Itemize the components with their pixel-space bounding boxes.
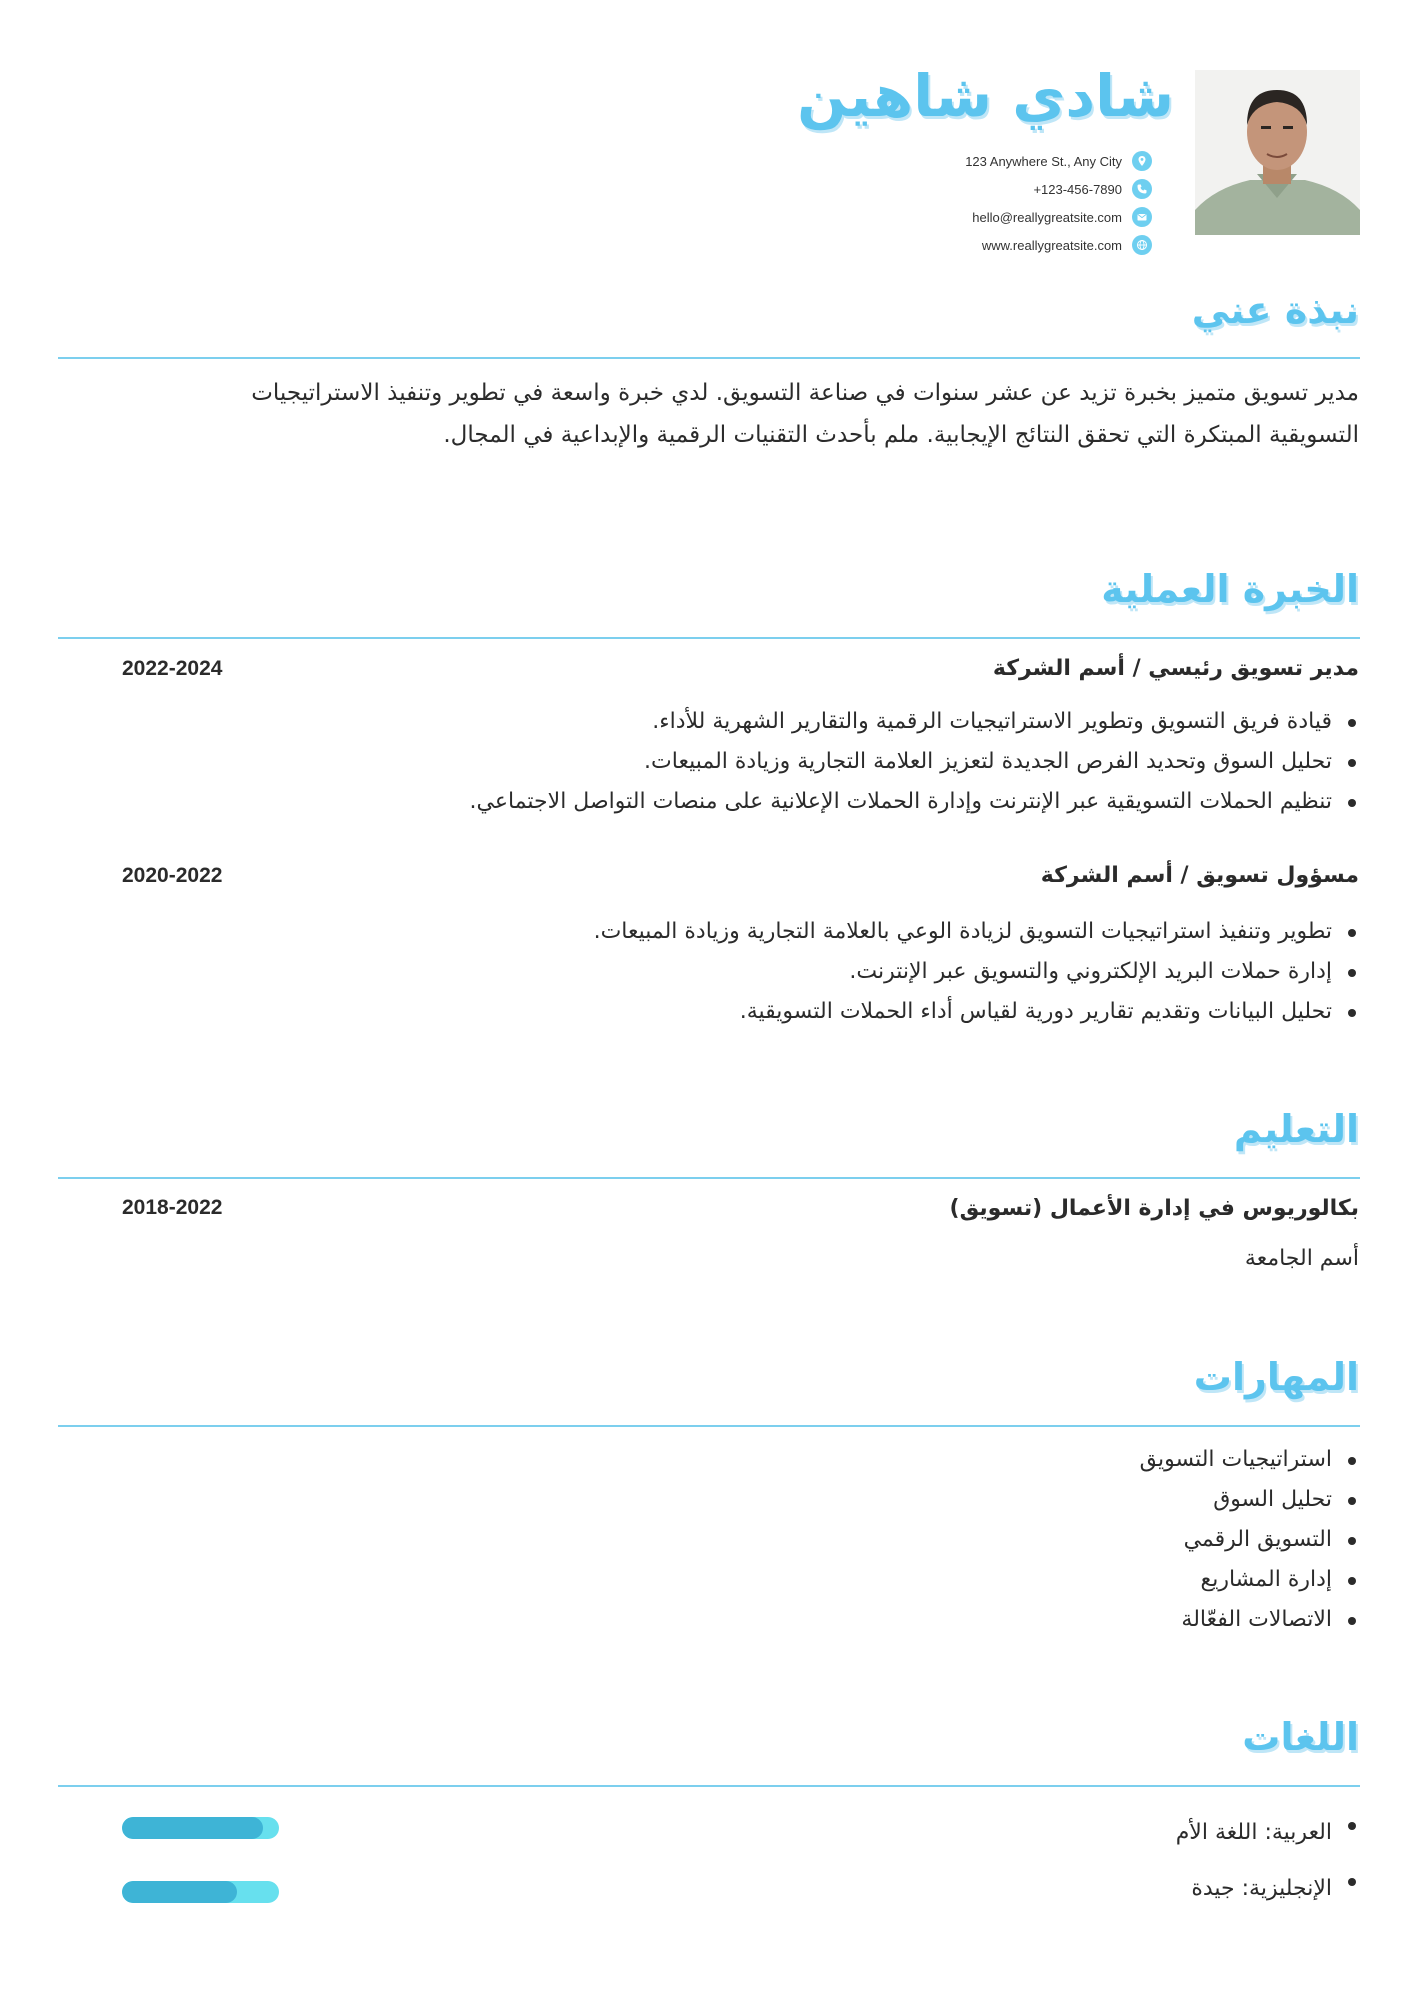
experience-section-title: الخبرة العملية bbox=[1101, 567, 1359, 611]
contact-phone bbox=[1033, 178, 1152, 200]
about-section-title: نبذة عني bbox=[1191, 288, 1359, 332]
list-item: تحليل السوق bbox=[1140, 1480, 1364, 1520]
list-item: التسويق الرقمي bbox=[1140, 1520, 1364, 1560]
experience-divider bbox=[58, 637, 1360, 639]
about-divider bbox=[58, 357, 1360, 359]
languages-divider bbox=[58, 1785, 1360, 1787]
phone-icon bbox=[1132, 179, 1152, 199]
list-item: تحليل البيانات وتقديم تقارير دورية لقياس أداء الحملات التسويقية. bbox=[594, 992, 1364, 1032]
list-item: تطوير وتنفيذ استراتيجيات التسويق لزيادة الوعي بالعلامة التجارية وزيادة المبيعات. bbox=[594, 912, 1364, 952]
job-title: مدير تسويق رئيسي / أسم الشركة bbox=[992, 656, 1359, 681]
education-dates: 2018-2022 bbox=[122, 1196, 223, 1219]
education-section-title: التعليم bbox=[1233, 1107, 1359, 1151]
about-paragraph: مدير تسويق متميز بخبرة تزيد عن عشر سنوات في صناعة التسويق. لدي خبرة واسعة في تطوير وتنفيذ الاستراتيجيات التسويقية المبتكرة التي تحقق النتائج الإيجابية. ملم بأحدث التقنيات الرقمية والإبداعية في المجال. bbox=[251, 380, 1359, 448]
list-item: تحليل السوق وتحديد الفرص الجديدة لتعزيز العلامة التجارية وزيادة المبيعات. bbox=[470, 742, 1364, 782]
language-level-bar bbox=[122, 1881, 279, 1903]
phone-text: +123-456-7890 bbox=[1033, 181, 1122, 197]
job-dates: 2020-2022 bbox=[122, 864, 223, 887]
list-item: الإنجليزية: جيدة bbox=[1176, 1861, 1364, 1917]
email-icon bbox=[1132, 207, 1152, 227]
job-title: مسؤول تسويق / أسم الشركة bbox=[1040, 863, 1359, 888]
person-name: شادي شاهين bbox=[797, 62, 1174, 130]
resume-header bbox=[0, 0, 1414, 260]
website-text: www.reallygreatsite.com bbox=[981, 237, 1122, 253]
language-level-bar bbox=[122, 1817, 279, 1839]
skills-divider bbox=[58, 1425, 1360, 1427]
skills-list bbox=[1140, 1440, 1364, 1640]
language-level-fill bbox=[122, 1881, 237, 1903]
languages-section-title: اللغات bbox=[1242, 1715, 1359, 1759]
location-pin-icon bbox=[1132, 151, 1152, 171]
contact-address bbox=[965, 150, 1152, 172]
contact-website bbox=[982, 234, 1152, 256]
languages-list bbox=[1176, 1805, 1364, 1917]
globe-icon bbox=[1132, 235, 1152, 255]
list-item: قيادة فريق التسويق وتطوير الاستراتيجيات الرقمية والتقارير الشهرية للأداء. bbox=[470, 702, 1364, 742]
skills-section-title: المهارات bbox=[1193, 1355, 1359, 1399]
job-dates: 2022-2024 bbox=[122, 657, 223, 680]
list-item: استراتيجيات التسويق bbox=[1140, 1440, 1364, 1480]
list-item: الاتصالات الفعّالة bbox=[1140, 1600, 1364, 1640]
address-text: 123 Anywhere St., Any City bbox=[965, 153, 1122, 169]
list-item: العربية: اللغة الأم bbox=[1176, 1805, 1364, 1861]
list-item: تنظيم الحملات التسويقية عبر الإنترنت وإدارة الحملات الإعلانية على منصات التواصل الاجتماعي. bbox=[470, 782, 1364, 822]
list-item: إدارة المشاريع bbox=[1140, 1560, 1364, 1600]
language-level-fill bbox=[122, 1817, 263, 1839]
profile-photo bbox=[1195, 70, 1360, 235]
education-divider bbox=[58, 1177, 1360, 1179]
job-bullets bbox=[470, 702, 1364, 822]
profile-photo-image bbox=[1195, 70, 1360, 235]
job-bullets bbox=[594, 912, 1364, 1032]
list-item: إدارة حملات البريد الإلكتروني والتسويق عبر الإنترنت. bbox=[594, 952, 1364, 992]
degree-title: بكالوريوس في إدارة الأعمال (تسويق) bbox=[949, 1196, 1359, 1221]
email-text: hello@reallygreatsite.com bbox=[972, 209, 1122, 225]
contact-email bbox=[972, 206, 1152, 228]
school-name: أسم الجامعة bbox=[1244, 1246, 1359, 1271]
